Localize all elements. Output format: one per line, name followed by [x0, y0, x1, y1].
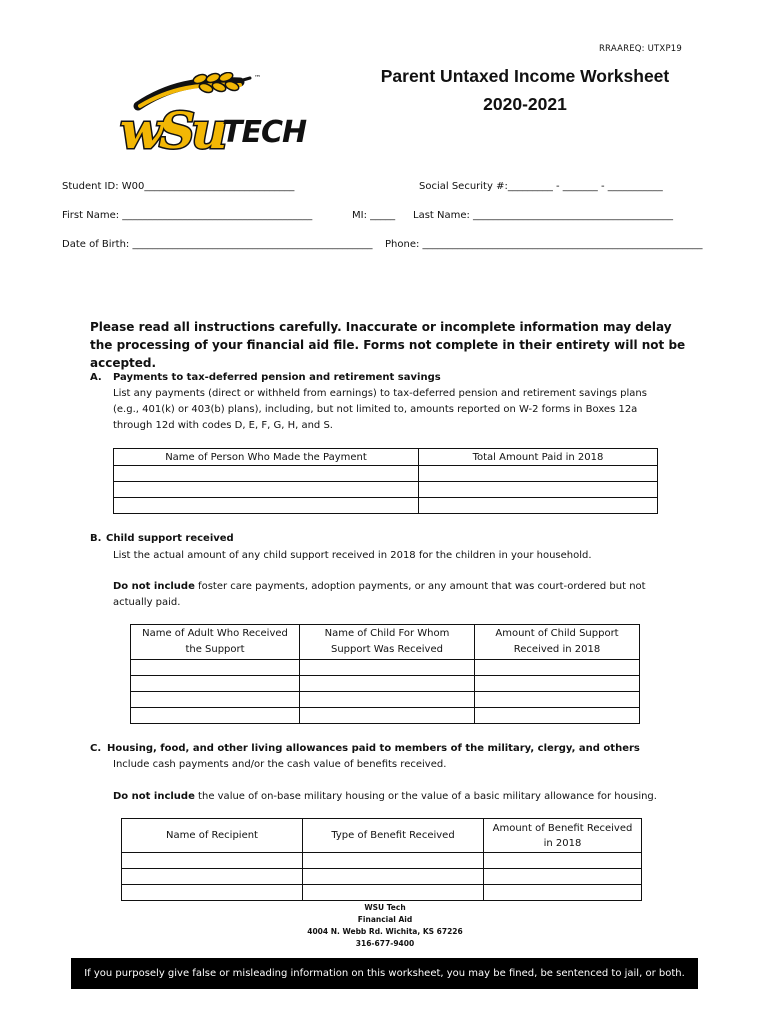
first-name-field[interactable]: First Name: ______________________________________: [62, 210, 313, 221]
section-b-note-text: foster care payments, adoption payments, or any amount that was court-ordered but not actually paid.: [113, 581, 646, 608]
wsu-tech-logo: [118, 72, 308, 160]
section-c-note-text: the value of on-base military housing or the value of a basic military allowance for housing.: [194, 791, 657, 802]
table-cell[interactable]: [122, 885, 303, 901]
phone-field[interactable]: Phone: ________________________________________________________: [385, 239, 703, 250]
table-row: [114, 482, 658, 498]
table-cell[interactable]: [131, 660, 300, 676]
table-cell[interactable]: [484, 885, 642, 901]
section-c-col-type: Type of Benefit Received: [303, 819, 484, 853]
section-c-col-amount: Amount of Benefit Received in 2018: [484, 819, 642, 853]
section-b-letter: B.: [90, 533, 102, 544]
table-header-row: [131, 625, 640, 660]
table-cell[interactable]: [475, 660, 640, 676]
section-b-col-child: Name of Child For Whom Support Was Received: [300, 625, 475, 660]
table-row: [131, 708, 640, 724]
page-title: [360, 62, 690, 118]
table-cell[interactable]: [419, 498, 658, 514]
table-cell[interactable]: [300, 692, 475, 708]
section-b-note: [113, 579, 658, 611]
ssn-field[interactable]: Social Security #:_________ - _______ - ___________: [419, 181, 663, 192]
wsu-tech-logo-graphic: [118, 72, 308, 160]
table-cell[interactable]: [114, 466, 419, 482]
table-cell[interactable]: [484, 853, 642, 869]
section-c-note-bold: Do not include: [113, 791, 195, 802]
table-cell[interactable]: [114, 498, 419, 514]
table-cell[interactable]: [475, 676, 640, 692]
title-line-2: 2020-2021: [483, 94, 567, 114]
table-header-row: [122, 819, 642, 853]
table-cell[interactable]: [131, 676, 300, 692]
section-b-body: List the actual amount of any child support received in 2018 for the children in your household.: [113, 550, 592, 561]
section-b-col-adult: Name of Adult Who Received the Support: [131, 625, 300, 660]
table-row: [122, 885, 642, 901]
section-c-col-recipient: Name of Recipient: [122, 819, 303, 853]
table-cell[interactable]: [475, 692, 640, 708]
table-cell[interactable]: [114, 482, 419, 498]
footer-line-2: Financial Aid: [357, 915, 413, 924]
section-a-letter: A.: [90, 372, 102, 383]
table-cell[interactable]: [303, 869, 484, 885]
logo-wordmark-wsu: wSu: [120, 101, 224, 160]
table-cell[interactable]: [300, 660, 475, 676]
section-c-heading: Housing, food, and other living allowances paid to members of the military, clergy, and others: [107, 743, 640, 754]
table-cell[interactable]: [419, 482, 658, 498]
table-cell[interactable]: [300, 676, 475, 692]
table-cell[interactable]: [300, 708, 475, 724]
table-row: [114, 466, 658, 482]
table-cell[interactable]: [475, 708, 640, 724]
table-row: [122, 853, 642, 869]
footer-address: [0, 902, 770, 950]
title-line-1: Parent Untaxed Income Worksheet: [380, 66, 670, 86]
last-name-field[interactable]: Last Name: ________________________________________: [413, 210, 674, 221]
form-code: RRAAREQ: UTXP19: [598, 44, 682, 54]
table-cell[interactable]: [122, 853, 303, 869]
section-b-heading: Child support received: [106, 533, 234, 544]
table-row: [131, 676, 640, 692]
table-cell[interactable]: [484, 869, 642, 885]
section-b-col-amount: Amount of Child Support Received in 2018: [475, 625, 640, 660]
section-c-table: [121, 818, 642, 901]
table-cell[interactable]: [303, 853, 484, 869]
table-row: [122, 869, 642, 885]
section-a-col-amount: Total Amount Paid in 2018: [419, 449, 658, 466]
legal-warning-text: If you purposely give false or misleading information on this worksheet, you may be fined, be sentenced to jail, or both.: [84, 968, 685, 979]
section-a-col-name: Name of Person Who Made the Payment: [114, 449, 419, 466]
footer-line-3: 4004 N. Webb Rd. Wichita, KS 67226: [307, 927, 463, 936]
legal-warning-bar: [71, 958, 698, 989]
table-cell[interactable]: [131, 708, 300, 724]
instructions-intro: Please read all instructions carefully. Inaccurate or incomplete information may delay the processing of your financial aid file. Forms not complete in their entirety will not be accepted.: [90, 320, 686, 370]
section-c-note: [113, 789, 693, 805]
section-c-body: Include cash payments and/or the cash value of benefits received.: [113, 759, 447, 770]
section-a-table: [113, 448, 658, 514]
table-cell[interactable]: [419, 466, 658, 482]
table-row: [131, 660, 640, 676]
table-cell[interactable]: [131, 692, 300, 708]
section-b-table: [130, 624, 640, 724]
logo-tm: ™: [254, 74, 261, 82]
table-row: [114, 498, 658, 514]
table-row: [131, 692, 640, 708]
section-a-heading: Payments to tax-deferred pension and retirement savings: [113, 372, 441, 383]
footer-line-4: 316-677-9400: [355, 939, 415, 948]
section-b-note-bold: Do not include: [113, 581, 195, 592]
footer-line-1: WSU Tech: [364, 903, 406, 912]
mi-field[interactable]: MI: _____: [352, 210, 396, 221]
section-a-body: List any payments (direct or withheld from earnings) to tax-deferred pension and retirement savings plans (e.g., 401(k) or 403(b) plans), including, but not limited to, amounts reported on W-2 forms in Boxes 12a through 12d with codes D, E, F, G, H, and S.: [113, 388, 647, 431]
date-of-birth-field[interactable]: Date of Birth: ________________________________________________: [62, 239, 373, 250]
logo-wordmark-tech: TECH: [222, 115, 307, 150]
table-cell[interactable]: [303, 885, 484, 901]
table-cell[interactable]: [122, 869, 303, 885]
table-header-row: [114, 449, 658, 466]
section-c-letter: C.: [90, 743, 102, 754]
student-id-field[interactable]: Student ID: W00______________________________: [62, 181, 295, 192]
